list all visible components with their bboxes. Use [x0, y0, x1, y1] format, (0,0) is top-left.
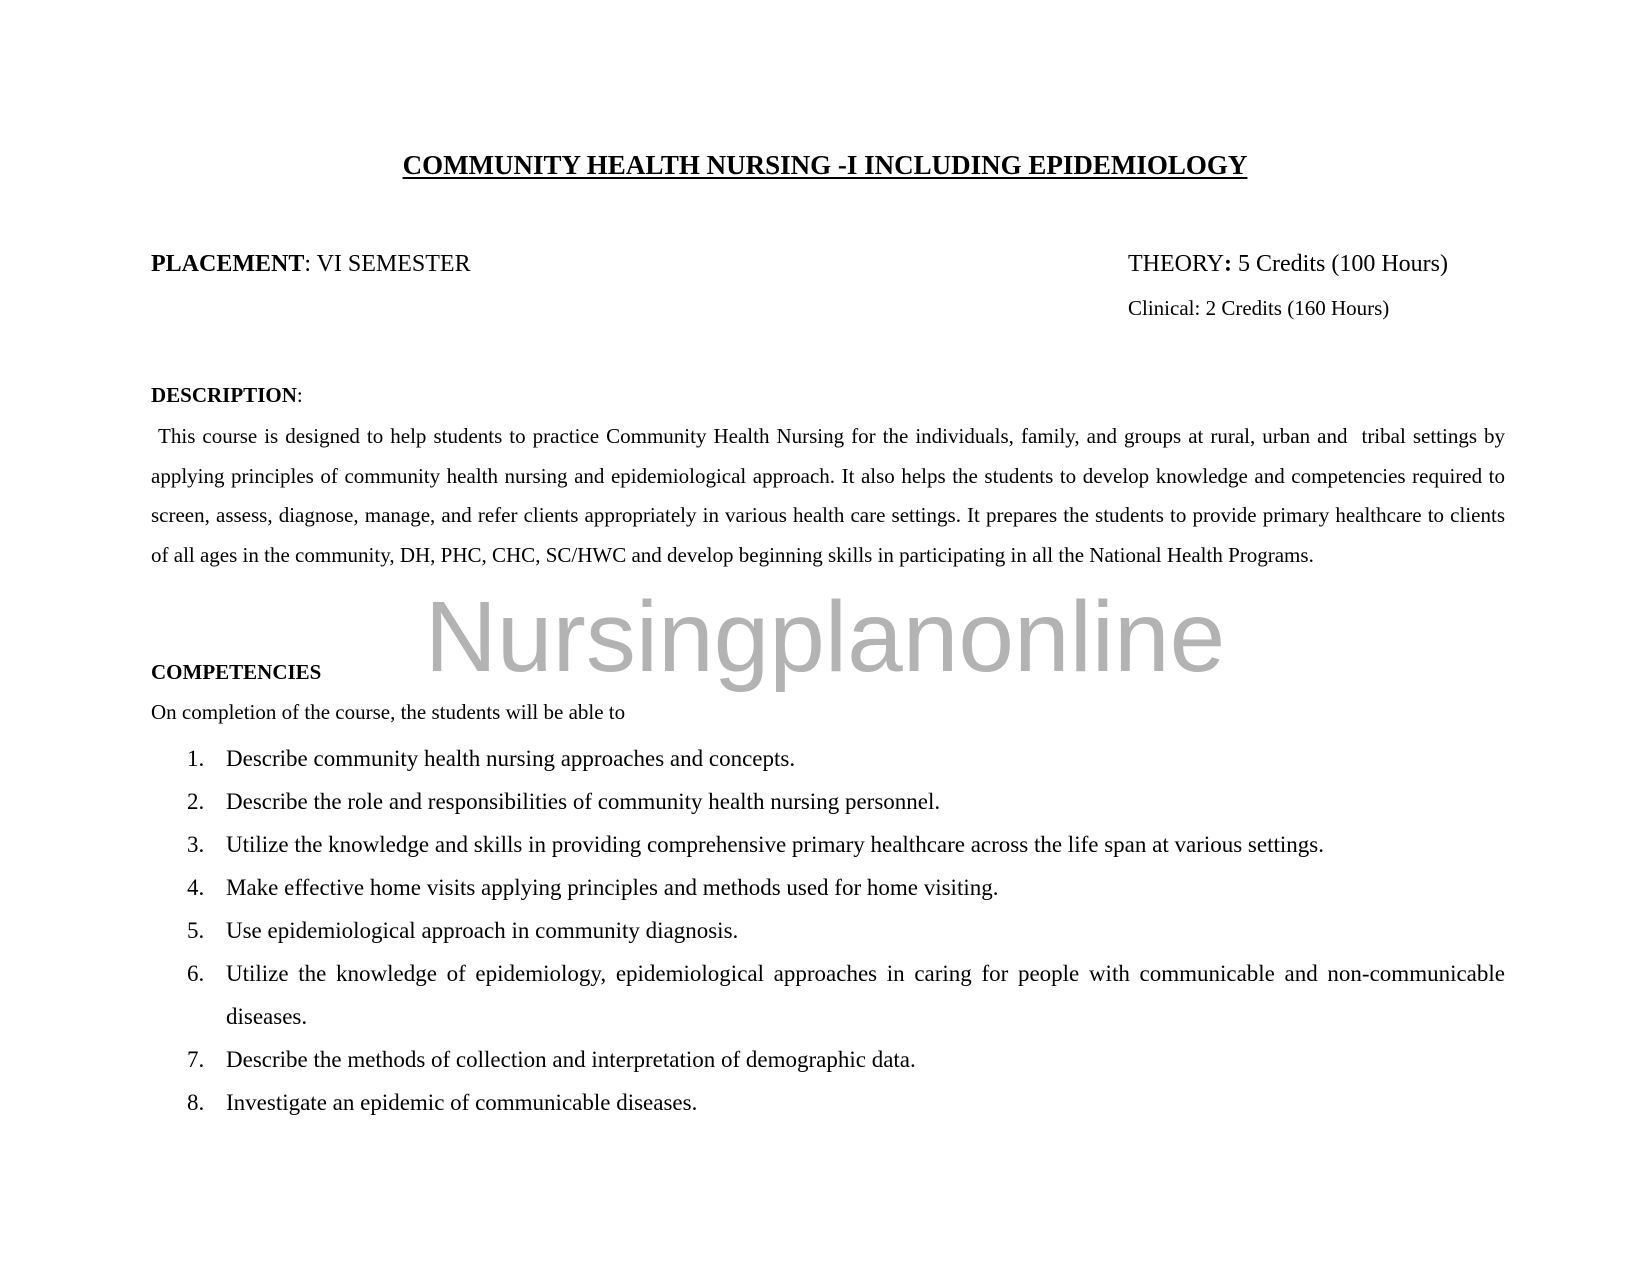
competency-text: Describe the role and responsibilities of community health nursing personnel.: [226, 789, 941, 814]
theory-colon: :: [1224, 251, 1232, 277]
competency-item: [185, 823, 1505, 866]
competencies-intro: On completion of the course, the students will be able to: [151, 700, 626, 724]
description-heading-colon: :: [296, 383, 303, 407]
theory-value: 5 Credits (100 Hours): [1232, 251, 1448, 277]
description-text: This course is designed to help students to practice Community Health Nursing for the individuals, family, and groups at rural, urban and tribal settings by applying principles of community health nursing and epidemiological approach. It also helps the students to develop knowledge and competencies required to screen, assess, diagnose, manage, and refer clients appropriately in various health care settings. It prepares the students to provide primary healthcare to clients of all ages in the community, DH, PHC, CHC, SC/HWC and develop beginning skills in participating in all the National Health Programs.: [151, 424, 1511, 567]
competency-text: Make effective home visits applying principles and methods used for home visiting.: [226, 875, 999, 900]
competency-number: 4.: [187, 875, 205, 900]
competency-text: Utilize the knowledge of epidemiology, epidemiological approaches in caring for people with communicable and non-communicable diseases.: [226, 961, 1505, 1029]
competency-text: Describe community health nursing approaches and concepts.: [226, 746, 796, 771]
competency-text: Investigate an epidemic of communicable diseases.: [226, 1090, 698, 1115]
competency-number: 1.: [187, 746, 205, 771]
competency-item: [185, 909, 1505, 952]
competency-number: 8.: [187, 1090, 205, 1115]
description-heading: [151, 383, 303, 408]
competency-text: Use epidemiological approach in community diagnosis.: [226, 918, 739, 943]
placement-value: : VI SEMESTER: [304, 251, 471, 277]
competency-item: [185, 866, 1505, 909]
competencies-heading: COMPETENCIES: [151, 660, 322, 684]
competency-number: 3.: [187, 832, 205, 857]
document-title: COMMUNITY HEALTH NURSING -I INCLUDING EPIDEMIOLOGY: [402, 150, 1248, 180]
competencies-list: [185, 737, 1505, 1124]
placement-label: PLACEMENT: [151, 251, 305, 277]
competency-item: [185, 780, 1505, 823]
competency-number: 5.: [187, 918, 205, 943]
placement-line: [151, 251, 471, 278]
theory-label: THEORY: [1128, 251, 1224, 277]
competency-number: 7.: [187, 1047, 205, 1072]
competency-item: [185, 1081, 1505, 1124]
competency-text: Describe the methods of collection and interpretation of demographic data.: [226, 1047, 916, 1072]
competency-item: [185, 737, 1505, 780]
theory-credits: [1128, 251, 1448, 278]
competency-item: [185, 952, 1505, 1038]
competency-text: Utilize the knowledge and skills in providing comprehensive primary healthcare across the life span at various settings.: [226, 832, 1324, 857]
competency-number: 6.: [187, 961, 205, 986]
competency-item: [185, 1038, 1505, 1081]
description-heading-label: DESCRIPTION: [151, 383, 297, 407]
competency-number: 2.: [187, 789, 205, 814]
watermark: Nursingplanonline: [424, 581, 1226, 693]
clinical-credits: Clinical: 2 Credits (160 Hours): [1128, 296, 1390, 320]
